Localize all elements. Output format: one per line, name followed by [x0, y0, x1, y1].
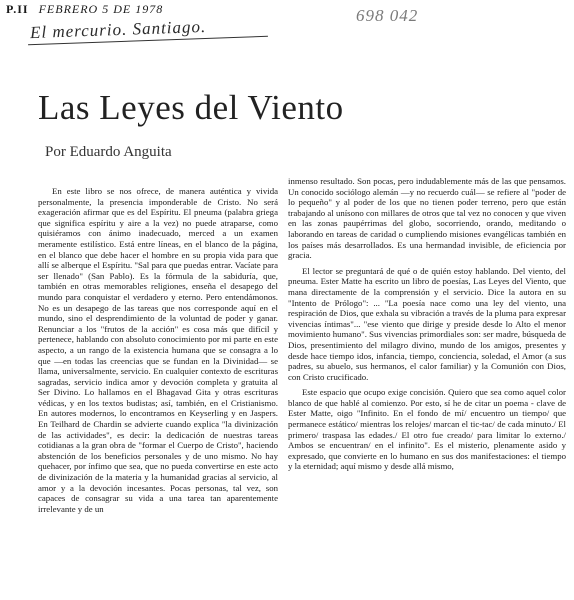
right-text-column: [288, 176, 566, 598]
article-title: Las Leyes del Viento: [38, 88, 344, 127]
article-byline: Por Eduardo Anguita: [45, 144, 172, 160]
archive-reference-number: 698 042: [356, 6, 419, 25]
issue-date: FEBRERO 5 DE 1978: [38, 2, 164, 16]
page-number: P.II: [6, 2, 29, 16]
left-text-column: [38, 186, 278, 598]
handwritten-source-note: El mercurio. Santiago.: [29, 16, 207, 43]
masthead: [6, 2, 306, 20]
paragraph: Este espacio que ocupo exige concisión. Quiero que sea como aquel color blanco de que hablé al comienzo. Por esto, sí he de citar un poema - clave de Ester Matte, oigo "Infinito. En el fondo de mí/ encuentro un tiempo/ que permanece estático/ mientras los relojes/ marcan el tic-tac/ de cada minuto./ El primero/ traspasa las edades./ El otro fue creado/ para limitar lo externo./ Ambos se encuentran/ en el infinito". Es el misterio, plenamente asido y expresado, que convierte en lo humano en sus dos manifestaciones: el tiempo y la eternidad; aquí mismo y desde allá mismo,: [288, 387, 566, 472]
paragraph: El lector se preguntará de qué o de quién estoy hablando. Del viento, del pneuma. Ester Matte ha escrito un libro de poesías, Las Leyes del Viento, que mana directamente de la comprensión y el servicio. Dice la autora en su "Intento de Prólogo": ... "La poesía nace como una ley del viento, una respiración de Dios, que exhala su vibración a través de la pluma para expresar vivencias íntimas"... "ese viento que dirige y preside desde lo Alto el menor movimiento humano". Sus vivencias primordiales son: ser madre, búsqueda de Dios, presentimiento del milagro divino, mundo de los amigos, presentes y desde hace tiempo idos, infancia, tiempo, conciencia, soledad, el Amor (a sus padres, su abuelo, sus hermanos, el calor familiar) y la Comunión con Dios, con Cristo crucificado.: [288, 265, 566, 382]
paragraph: En este libro se nos ofrece, de manera auténtica y vivida personalmente, la presencia imponderable de Cristo. No será exageración afirmar que es del Espíritu. El pneuma (palabra griega que significa espíritu y aire a la vez) no puede atraparse, como quisiéramos con ánimo inadecuado, merced a un examen meramente estilístico. Está entre líneas, en el blanco de la página, en el blanco que debe hacer el hombre en su propia vida para que allí se alberque el Espíritu. "Sal para que puedas entrar. Vacíate para ser llenado" (San Pablo). Es la fórmula de la sabiduría, que, también en otras memorables religiones, enseña el desapego del mundo para conquistar el verdadero y eterno. Pero entendámonos. No es un desapego de las tareas que nos corresponde aquí en el mundo, sino el desprendimiento de la voluntad de poder y ganar. Renunciar a los "frutos de la acción" es cosa más que difícil y pertenece, hablando con absoluto conocimiento por mi parte en este aspecto, a un rango de la existencia humana que se consagra a lo que —en todas las creencias que se fundan en la Divinidad— se llama, universalmente, servicio. En cualquier contexto de escrituras sagradas, servicio indica amor y devoción completa y gratuita al Ser Divino. Lo hallamos en el Bhagavad Gita y otras escrituras védicas, y en los textos budistas; así, también, en el Cristianismo. En autores modernos, lo encontramos en Keyserling y en Jaspers. En Teilhard de Chardin se advierte cuando explica "la divinización de las actividades", es decir: la dedicación de nuestras tareas cotidianas a la gran obra de "formar el Cuerpo de Cristo", haciendo abstención de los beneficios personales y de uno mismo. No hay quehacer, por ínfimo que sea, que no pueda convertirse en este acto de divinización de la materia y la humanidad gracias al servicio, al amor y a la devoción incesantes. Pocas personas, tal vez, son capaces de consagrar su vida a una tarea tan aparentemente irrelevante y de un: [38, 186, 278, 514]
paragraph: inmenso resultado. Son pocas, pero indudablemente más de las que pensamos. Un conocido sociólogo alemán —y no recuerdo cuál— se refiere al "poder de lo pequeño" y al poder de los que no tienen poder terreno, pero que están trabajando al unísono con millares de otros que tal vez no conocen y que viven en las zonas paupérrimas del globo, socorriendo, orando, meditando o laborando en tareas de caridad o cumpliendo misiones evangélicas también en los países más desarrollados. Es una hermandad invisible, de eficiencia por gracia.: [288, 176, 566, 261]
